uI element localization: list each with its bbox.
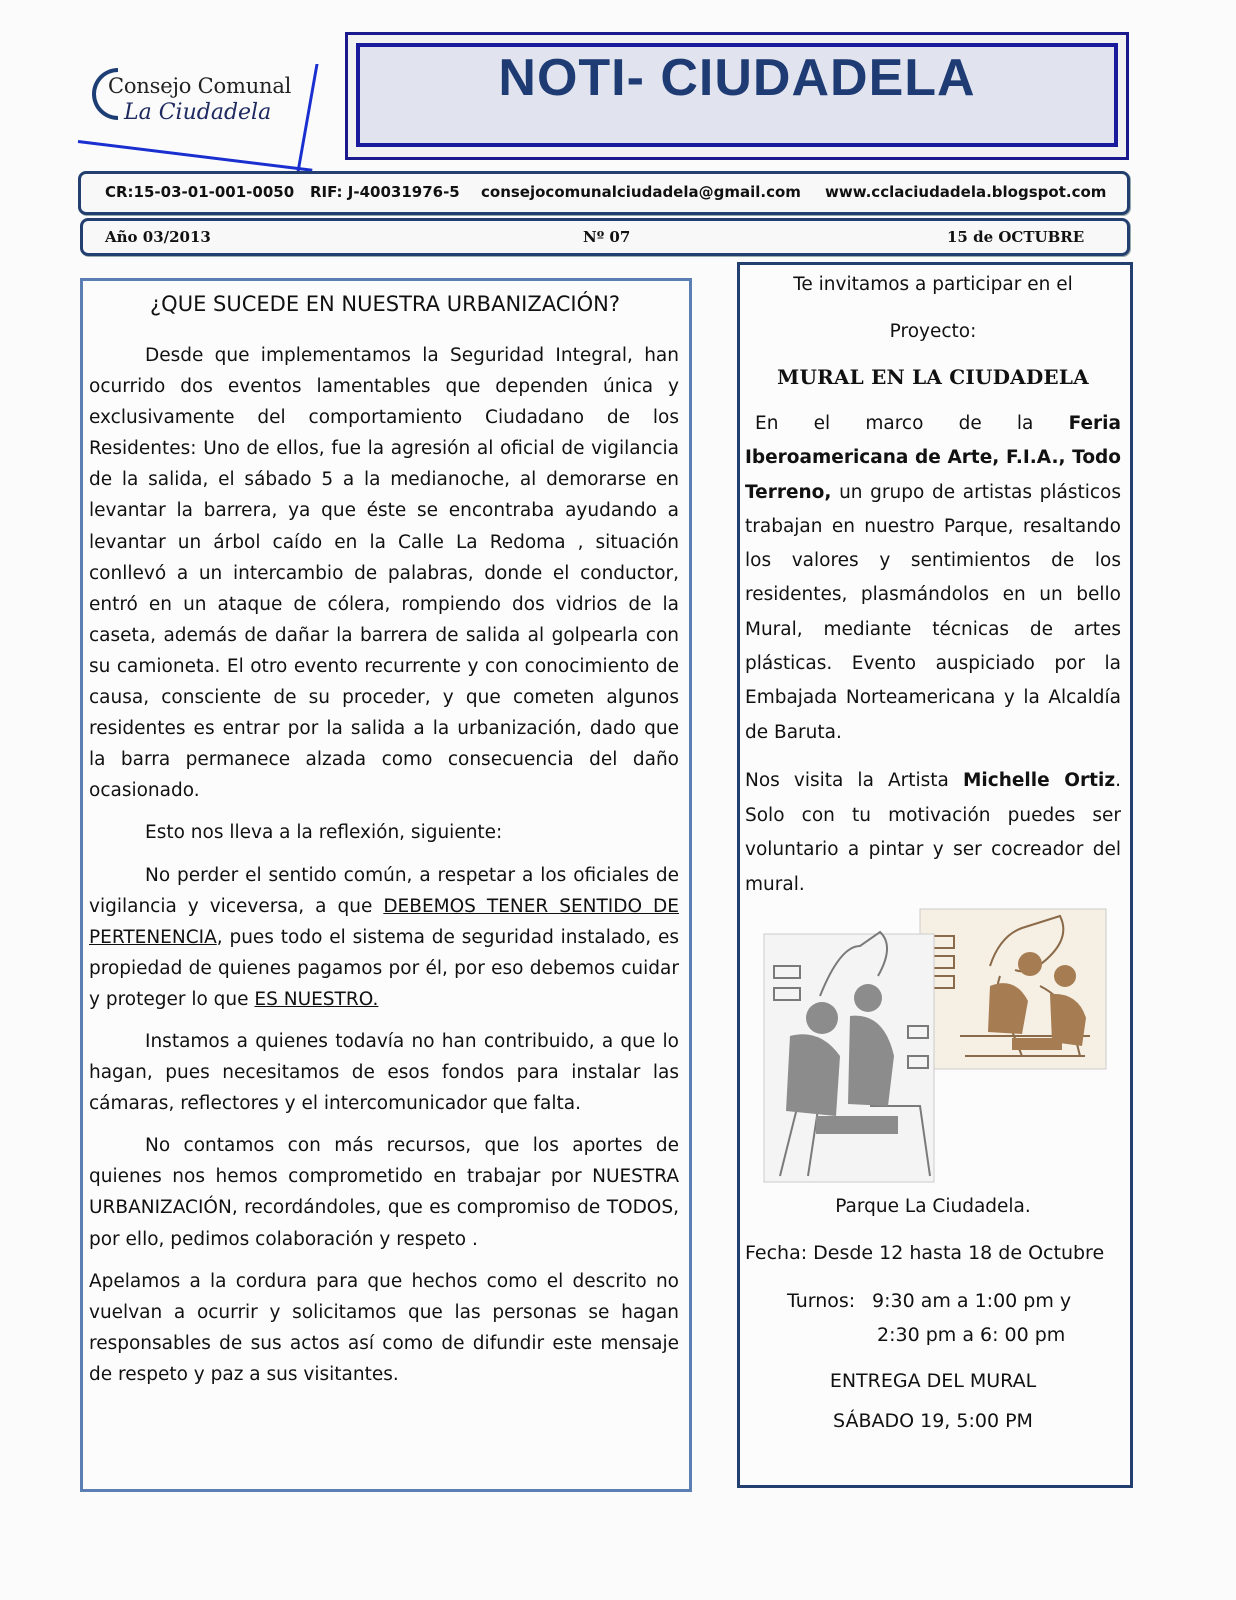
underlined-text: DEBEMOS TENER SENTIDO DE PERTENENCIA bbox=[89, 895, 679, 948]
mural-delivery-date: SÁBADO 19, 5:00 PM bbox=[833, 1410, 1033, 1432]
logo-text-line2: La Ciudadela bbox=[124, 100, 272, 125]
logo-divider-line bbox=[296, 64, 318, 172]
shifts-label: Turnos: bbox=[787, 1290, 856, 1312]
shift-1: 9:30 am a 1:00 pm y bbox=[872, 1290, 1072, 1312]
mural-paragraph: En el marco de la Feria Iberoamericana de Arte, F.I.A., Todo Terreno, un grupo de artistas plásticos trabajan en nuestro Parque, resaltando los valores y sentimientos de los residentes, plasmándolos en un bello Mural, mediante técnicas de artes plásticas. Evento auspiciado por la Embajada Norteamericana y la Alcaldía de Baruta. bbox=[745, 413, 1121, 743]
issue-number: Nº 07 bbox=[583, 228, 631, 246]
article-paragraph: Instamos a quienes todavía no han contribuido, a que lo hagan, pues necesitamos de esos fondos para instalar las cámaras, reflectores y el intercomunicador que falta. bbox=[89, 1030, 679, 1115]
artist-paragraph: Nos visita la Artista Michelle Ortiz. Solo con tu motivación puedes ser voluntario a pintar y ser cocreador del mural. bbox=[745, 770, 1121, 895]
newsletter-title: NOTI- CIUDADELA bbox=[498, 49, 976, 107]
event-location: Parque La Ciudadela. bbox=[835, 1196, 1031, 1217]
rif-number: RIF: J-40031976-5 bbox=[310, 183, 460, 201]
website-link[interactable]: www.cclaciudadela.blogspot.com bbox=[825, 183, 1107, 201]
mural-delivery-title: ENTREGA DEL MURAL bbox=[829, 1370, 1037, 1392]
cr-number: CR:15-03-01-001-0050 bbox=[105, 183, 295, 201]
issue-date: 15 de OCTUBRE bbox=[947, 228, 1085, 246]
mural-painters-illustration bbox=[760, 906, 1110, 1186]
issue-year: Año 03/2013 bbox=[105, 228, 211, 246]
article-paragraph: Esto nos lleva a la reflexión, siguiente: bbox=[145, 822, 503, 844]
article-paragraph: No contamos con más recursos, que los aportes de quienes nos hemos comprometido en trabajar por NUESTRA URBANIZACIÓN, recordándoles, que es compromiso de TODOS, por ello, pedimos colaboración y respeto . bbox=[89, 1135, 679, 1250]
email-link[interactable]: consejocomunalciudadela@gmail.com bbox=[481, 183, 801, 201]
project-label: Proyecto: bbox=[889, 321, 977, 342]
contact-info-bar bbox=[78, 171, 1130, 215]
issue-info-bar bbox=[80, 218, 1130, 256]
mural-title: MURAL EN LA CIUDADELA bbox=[777, 365, 1089, 389]
article-paragraph: No perder el sentido común, a respetar a los oficiales de vigilancia y viceversa, a que DEBEMOS TENER SENTIDO DE PERTENENCIA, pues todo el sistema de seguridad instalado, es propiedad de quienes pagamos por él, por eso debemos cuidar y proteger lo que ES NUESTRO. bbox=[89, 864, 679, 1010]
invite-text: Te invitamos a participar en el bbox=[793, 274, 1073, 295]
article-paragraph: Apelamos a la cordura para que hechos como el descrito no vuelvan a ocurrir y solicitamos que las personas se hagan responsables de sus actos así como de difundir este mensaje de respeto y paz a sus visitantes. bbox=[89, 1270, 679, 1385]
logo-underline bbox=[78, 140, 313, 172]
shift-2: 2:30 pm a 6: 00 pm bbox=[877, 1324, 1066, 1346]
event-dates: Fecha: Desde 12 hasta 18 de Octubre bbox=[745, 1242, 1105, 1264]
underlined-text: ES NUESTRO. bbox=[254, 988, 379, 1010]
logo bbox=[78, 60, 318, 172]
article-body bbox=[89, 340, 679, 1401]
article-heading: ¿QUE SUCEDE EN NUESTRA URBANIZACIÓN? bbox=[150, 292, 620, 316]
article-paragraph: Desde que implementamos la Seguridad Integral, han ocurrido dos eventos lamentables que dependen única y exclusivamente del comportamiento Ciudadano de los Residentes: Uno de ellos, fue la agresión al oficial de vigilancia de la salida, el sábado 5 a la medianoche, al demorarse en levantar la barrera, ya que éste se encontraba ayudando a levantar un árbol caído en la Calle La Redoma , situación conllevó a un intercambio de palabras, donde el conductor, entró en un ataque de cólera, rompiendo dos vidrios de la caseta, además de dañar la barrera de salida al golpearla con su camioneta. El otro evento recurrente y con conocimiento de causa, consciente de su proceder, y que cometen algunos residentes es entrar por la salida a la urbanización, dado que la barra permanece alzada como consecuencia del daño ocasionado. bbox=[89, 345, 679, 802]
logo-text-line1: Consejo Comunal bbox=[108, 74, 292, 98]
